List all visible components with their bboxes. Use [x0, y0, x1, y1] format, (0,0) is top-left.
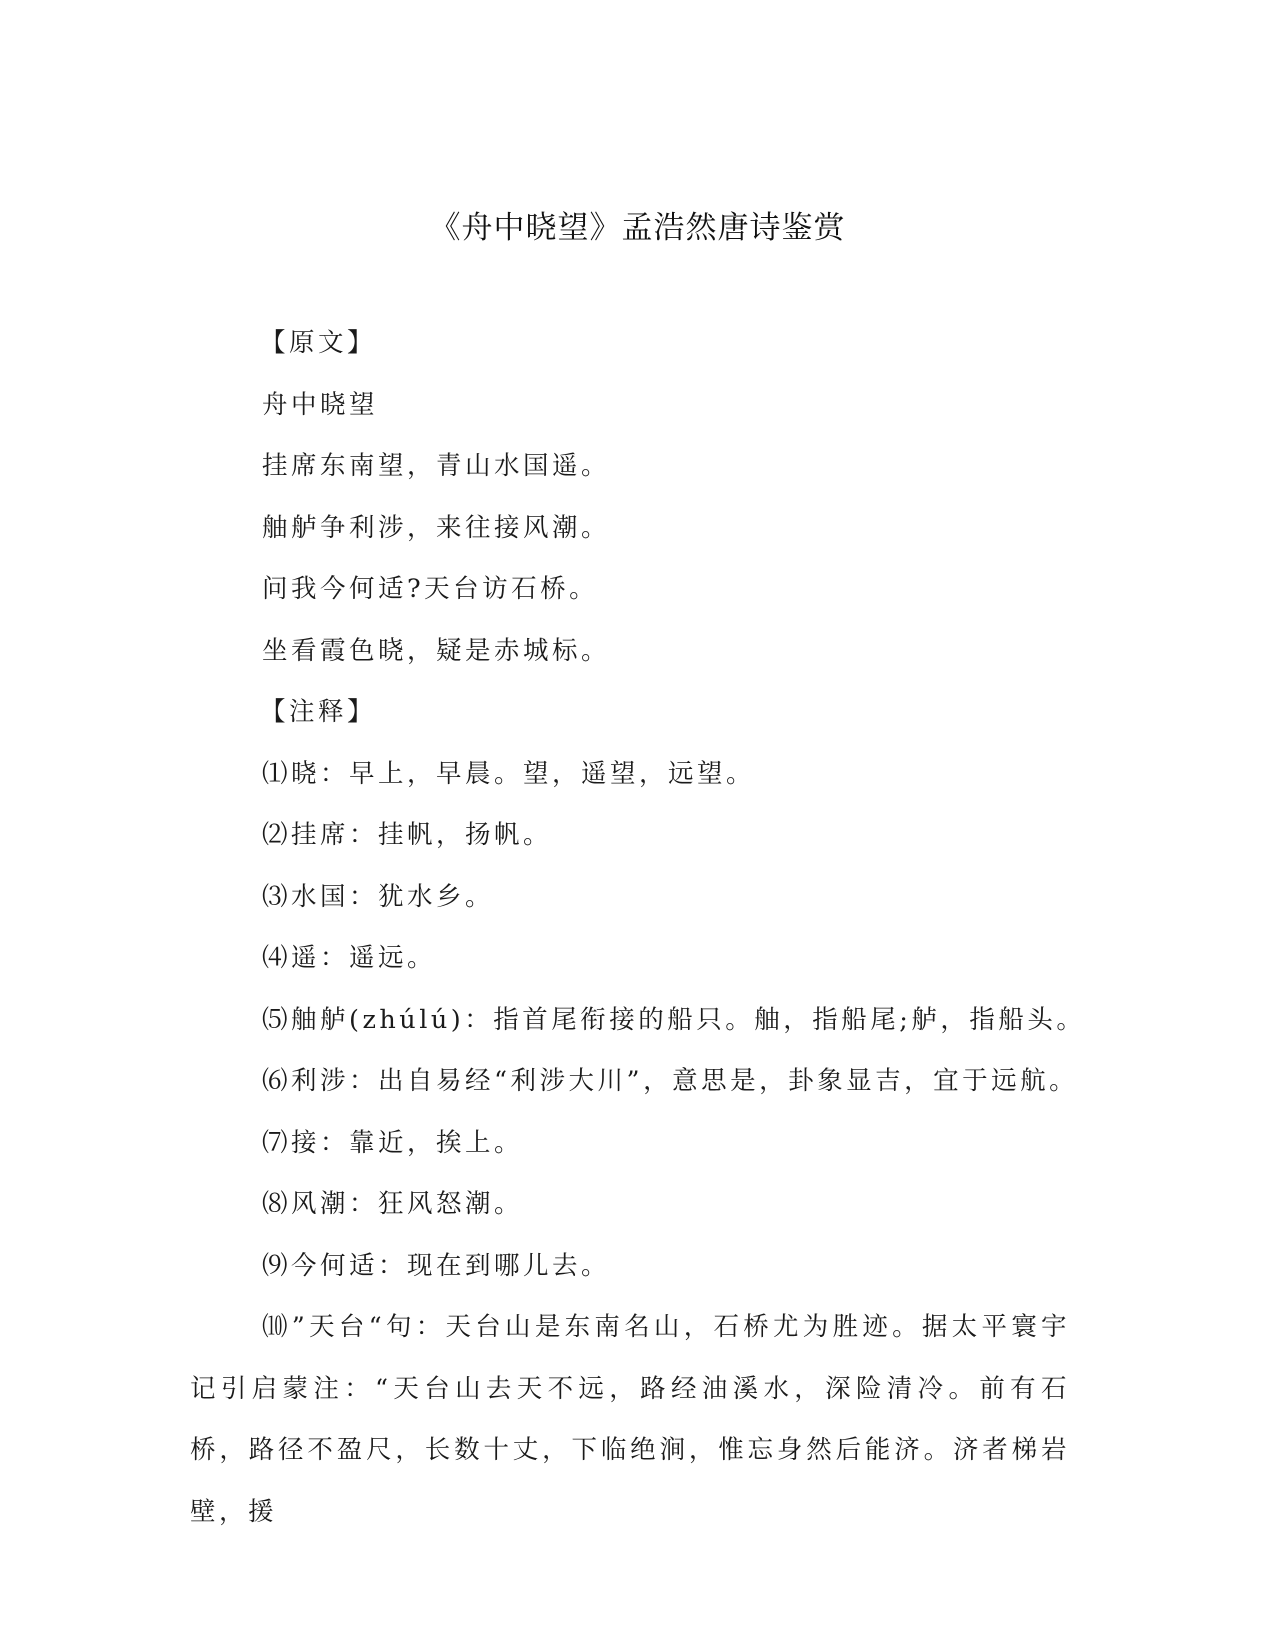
note-item: ⑼今何适：现在到哪儿去。 [262, 1250, 611, 1281]
note-item: ⑶水国：犹水乡。 [262, 881, 495, 912]
section-heading-notes: 【注释】 [260, 697, 377, 727]
poem-line: 坐看霞色晓，疑是赤城标。 [262, 635, 611, 666]
poem-line: 挂席东南望，青山水国遥。 [262, 451, 611, 481]
note-item: ⑵挂席：挂帆，扬帆。 [262, 820, 553, 850]
note-item-10-paragraph: ⑽”天台“句：天台山是东南名山，石桥尤为胜迹。据太平寰宇记引启蒙注：“天台山去天不远，路经油溪水，深险清冷。前有石桥，路径不盈尺，长数十丈，下临绝涧，惟忘身然后能济。济者梯岩壁，援 [190, 1312, 1070, 1527]
note-item: ⑹利涉：出自易经“利涉大川”，意思是，卦象显吉，宜于远航。 [262, 1066, 1079, 1096]
note-item: ⑸舳舻(zhúlú)：指首尾衔接的船只。舳，指船尾;舻，指船头。 [262, 1004, 1086, 1035]
document-body [190, 328, 1086, 1543]
poem-line: 问我今何适?天台访石桥。 [262, 574, 599, 604]
note-item: ⑻风潮：狂风怒潮。 [262, 1189, 524, 1219]
note-item: ⑷遥：遥远。 [262, 943, 437, 973]
note-item: ⑴晓：早上，早晨。望，遥望，远望。 [262, 758, 756, 789]
poem-title: 舟中晓望 [262, 389, 379, 420]
document-title: 《舟中晓望》孟浩然唐诗鉴赏 [429, 210, 846, 246]
note-item: ⑺接：靠近，挨上。 [262, 1127, 524, 1158]
poem-line: 舳舻争利涉，来往接风潮。 [262, 512, 611, 543]
section-heading-original: 【原文】 [260, 328, 377, 358]
